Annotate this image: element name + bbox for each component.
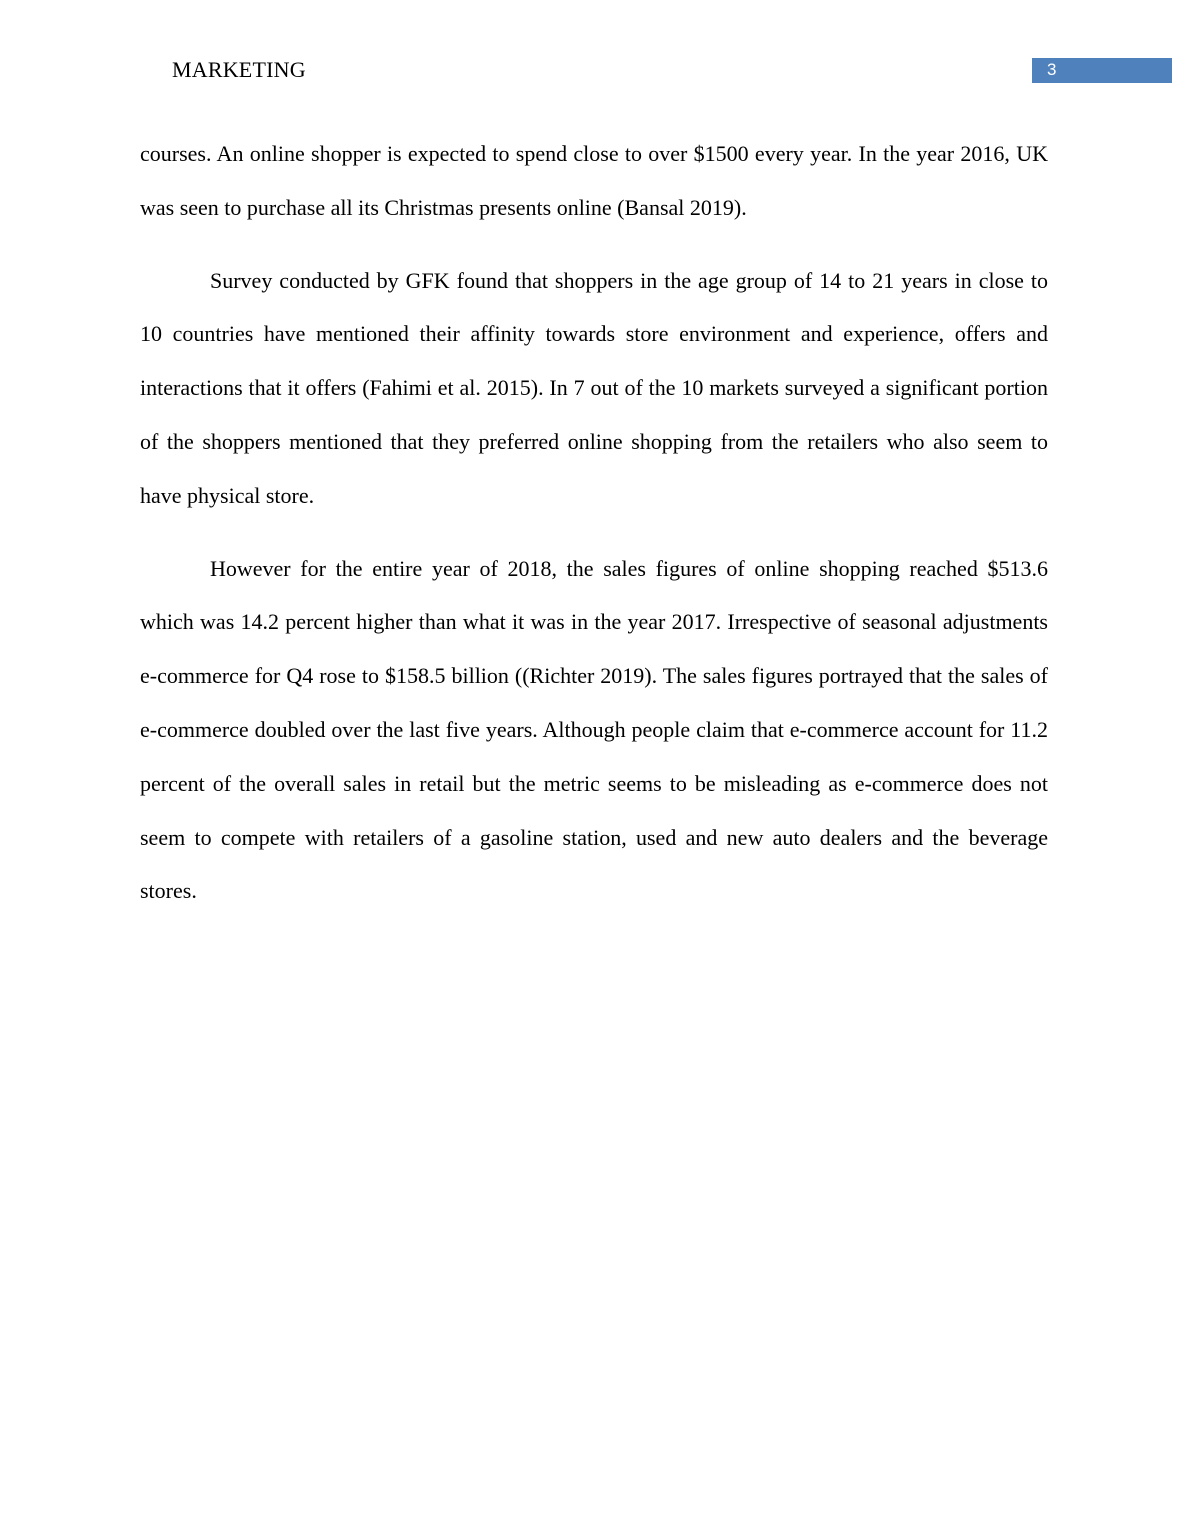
paragraph-sales-figures: However for the entire year of 2018, the sales figures of online shopping reached $513.6 which was 14.2 percent higher than what it was in the year 2017. Irrespective of seasonal adjustments e-commerce for Q4 rose to $158.5 billion ((Richter 2019). The sales figures portrayed that the sales of e-commerce doubled over the last five years. Although people claim that e-commerce account for 11.2 percent of the overall sales in retail but the metric seems to be misleading as e-commerce does not seem to compete with retailers of a gasoline station, used and new auto dealers and the beverage stores. xyxy=(140,555,1048,904)
paragraph-survey: Survey conducted by GFK found that shoppers in the age group of 14 to 21 years in close to 10 countries have mentioned their affinity towards store environment and experience, offers and interactions that it offers (Fahimi et al. 2015). In 7 out of the 10 markets surveyed a significant portion of the shoppers mentioned that they preferred online shopping from the retailers who also seem to have physical store. xyxy=(140,267,1048,508)
document-body xyxy=(140,127,1048,937)
page-number-badge xyxy=(1032,58,1172,83)
running-header-title: MARKETING xyxy=(172,57,306,82)
page-number: 3 xyxy=(1047,60,1057,79)
paragraph-continuation: courses. An online shopper is expected to spend close to over $1500 every year. In the year 2016, UK was seen to purchase all its Christmas presents online (Bansal 2019). xyxy=(140,141,1048,220)
